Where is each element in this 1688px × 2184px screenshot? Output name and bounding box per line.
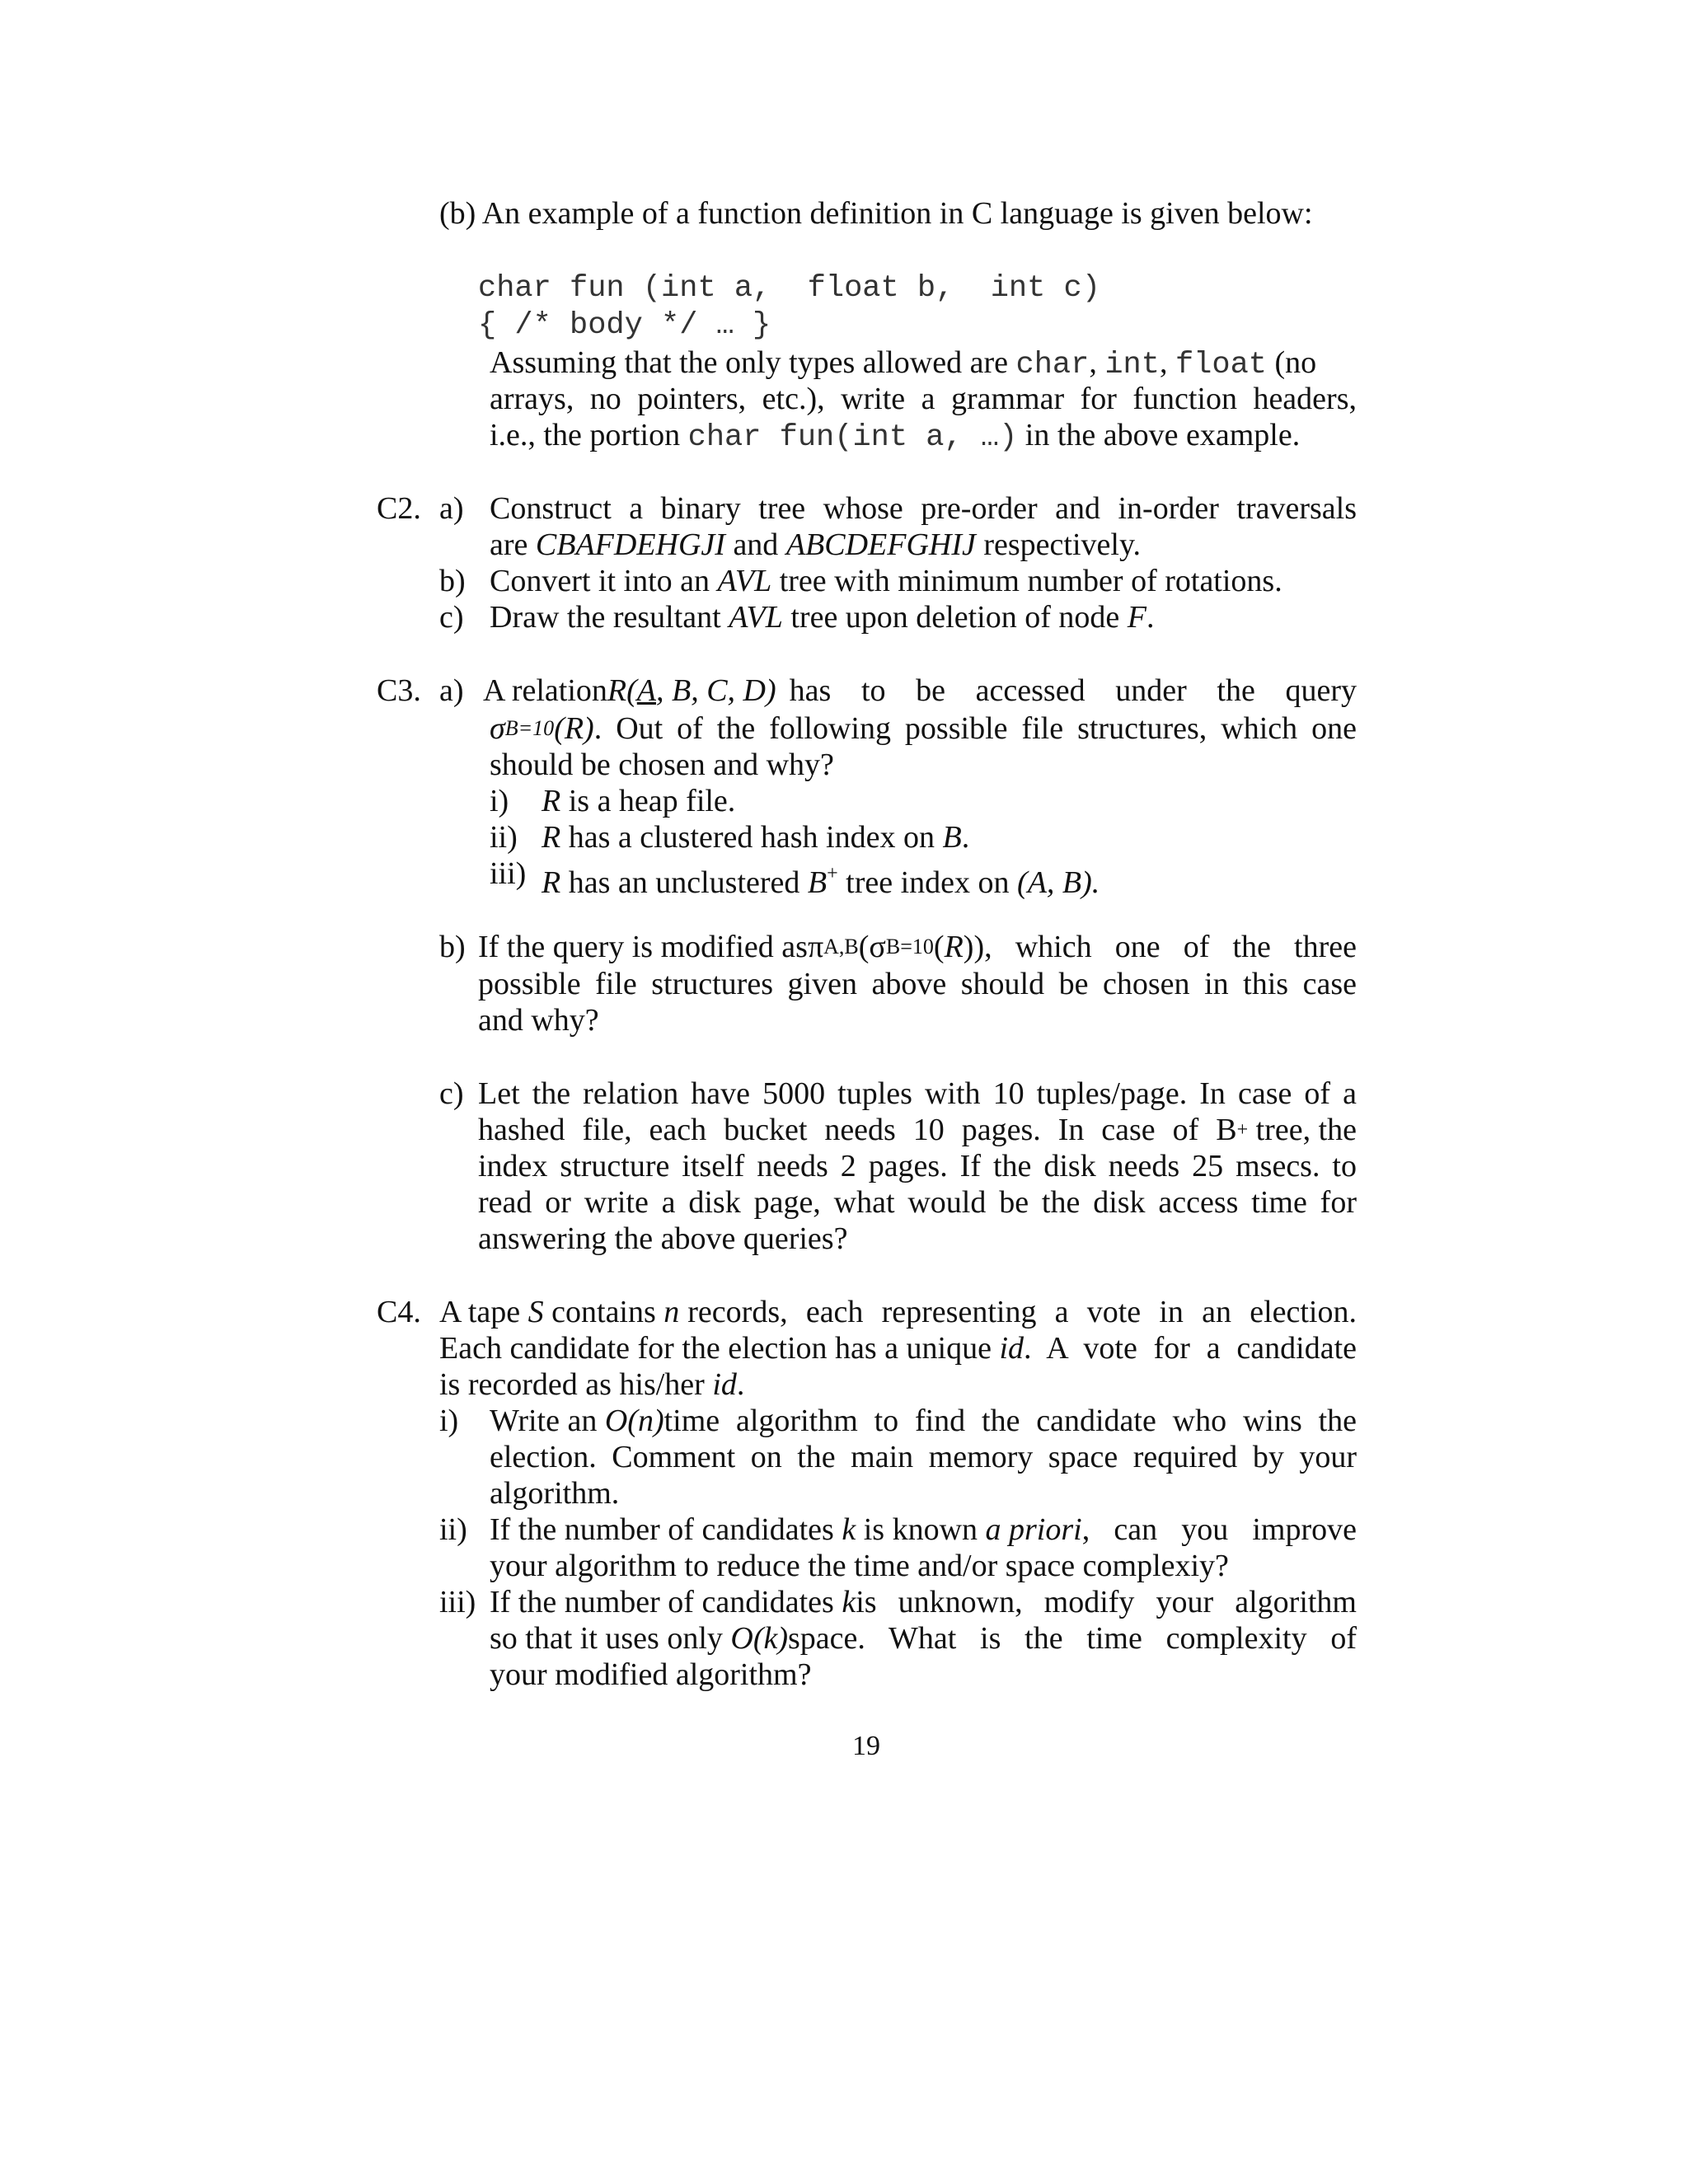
c3-i-line: R is a heap file. (542, 784, 736, 818)
c3-c-line-3: index structure itself needs 2 pages. If the disk needs 25 msecs. to (478, 1149, 1357, 1183)
c2-c-line: Draw the resultant AVL tree upon deletion of node F. (490, 600, 1155, 635)
c4-line-3: is recorded as his/her id. (439, 1367, 745, 1402)
c4-i-line-2: election. Comment on the main memory space required by your (490, 1440, 1357, 1474)
c4-i-label: i) (439, 1404, 459, 1438)
c2-c-label: c) (439, 600, 464, 635)
c4-iii-line-1: If the number of candidates k is unknown, modify your algorithm (490, 1585, 1357, 1619)
b-intro: (b) An example of a function definition in C language is given below: (439, 196, 1313, 231)
c3-iii-line: R has an unclustered B+ tree index on (A, B). (542, 863, 1100, 900)
code-line-1: char fun (int a, float b, int c) (478, 271, 1100, 306)
b-assumption-line-2: arrays, no pointers, etc.), write a grammar for function headers, (490, 382, 1357, 416)
page-number: 19 (852, 1731, 880, 1761)
c3-iii-label: iii) (490, 856, 527, 891)
c3-number: C3. (377, 673, 421, 708)
c4-ii-line-1: If the number of candidates k is known a priori , can you improve (490, 1512, 1357, 1547)
code-line-2: { /* body */ … } (478, 308, 771, 343)
b-assumption-line-1: Assuming that the only types allowed are char, int, float (no (490, 345, 1317, 382)
c3-ii-line: R has a clustered hash index on B. (542, 820, 970, 855)
c3-b-label: b) (439, 930, 466, 964)
c3-c-line-5: answering the above queries? (478, 1221, 848, 1256)
c4-i-line-3: algorithm. (490, 1476, 620, 1511)
c3-c-line-1: Let the relation have 5000 tuples with 10 tuples/page. In case of a (478, 1076, 1357, 1111)
c2-a-line-2: are CBAFDEHGJI and ABCDEFGHIJ respectively. (490, 527, 1141, 562)
c3-c-line-4: read or write a disk page, what would be the disk access time for (478, 1185, 1357, 1220)
c2-b-line: Convert it into an AVL tree with minimum number of rotations. (490, 564, 1282, 598)
c4-line-2: Each candidate for the election has a unique id . A vote for a candidate (439, 1331, 1357, 1366)
c2-b-label: b) (439, 564, 466, 598)
c3-a-line-2: σ B=10 (R) . Out of the following possible file structures, which one (490, 711, 1357, 746)
c2-number: C2. (377, 491, 421, 526)
c3-b-line-2: possible file structures given above should be chosen in this case (478, 967, 1357, 1001)
c4-ii-label: ii) (439, 1512, 467, 1547)
c3-ii-label: ii) (490, 820, 518, 855)
c2-a-label: a) (439, 491, 464, 526)
c3-i-label: i) (490, 784, 509, 818)
c4-line-1: A tape S contains n records, each representing a vote in an election. (439, 1295, 1357, 1329)
c3-c-label: c) (439, 1076, 464, 1111)
c4-number: C4. (377, 1295, 421, 1329)
c3-b-line-3: and why? (478, 1003, 599, 1038)
b-assumption-line-3: i.e., the portion char fun(int a, …) in the above example. (490, 418, 1301, 455)
c4-iii-label: iii) (439, 1585, 476, 1619)
c4-iii-line-2: so that it uses only O(k) space. What is the time complexity of (490, 1621, 1357, 1656)
c4-ii-line-2: your algorithm to reduce the time and/or space complexiy? (490, 1549, 1229, 1583)
c3-a-line-1: A relation R(A, B, C, D) has to be accessed under the query (483, 673, 1357, 708)
c2-a-line-1: Construct a binary tree whose pre-order and in-order traversals (490, 491, 1357, 526)
c3-c-line-2: hashed file, each bucket needs 10 pages. In case of B + tree, the (478, 1113, 1357, 1147)
c4-iii-line-3: your modified algorithm? (490, 1657, 812, 1692)
c3-a-label: a) (439, 673, 464, 708)
c4-i-line-1: Write an O(n) time algorithm to find the candidate who wins the (490, 1404, 1357, 1438)
c3-a-line-3: should be chosen and why? (490, 748, 834, 782)
c3-b-line-1: If the query is modified as π A,B (σ B=10 ( R )) , which one of the three (478, 930, 1357, 964)
